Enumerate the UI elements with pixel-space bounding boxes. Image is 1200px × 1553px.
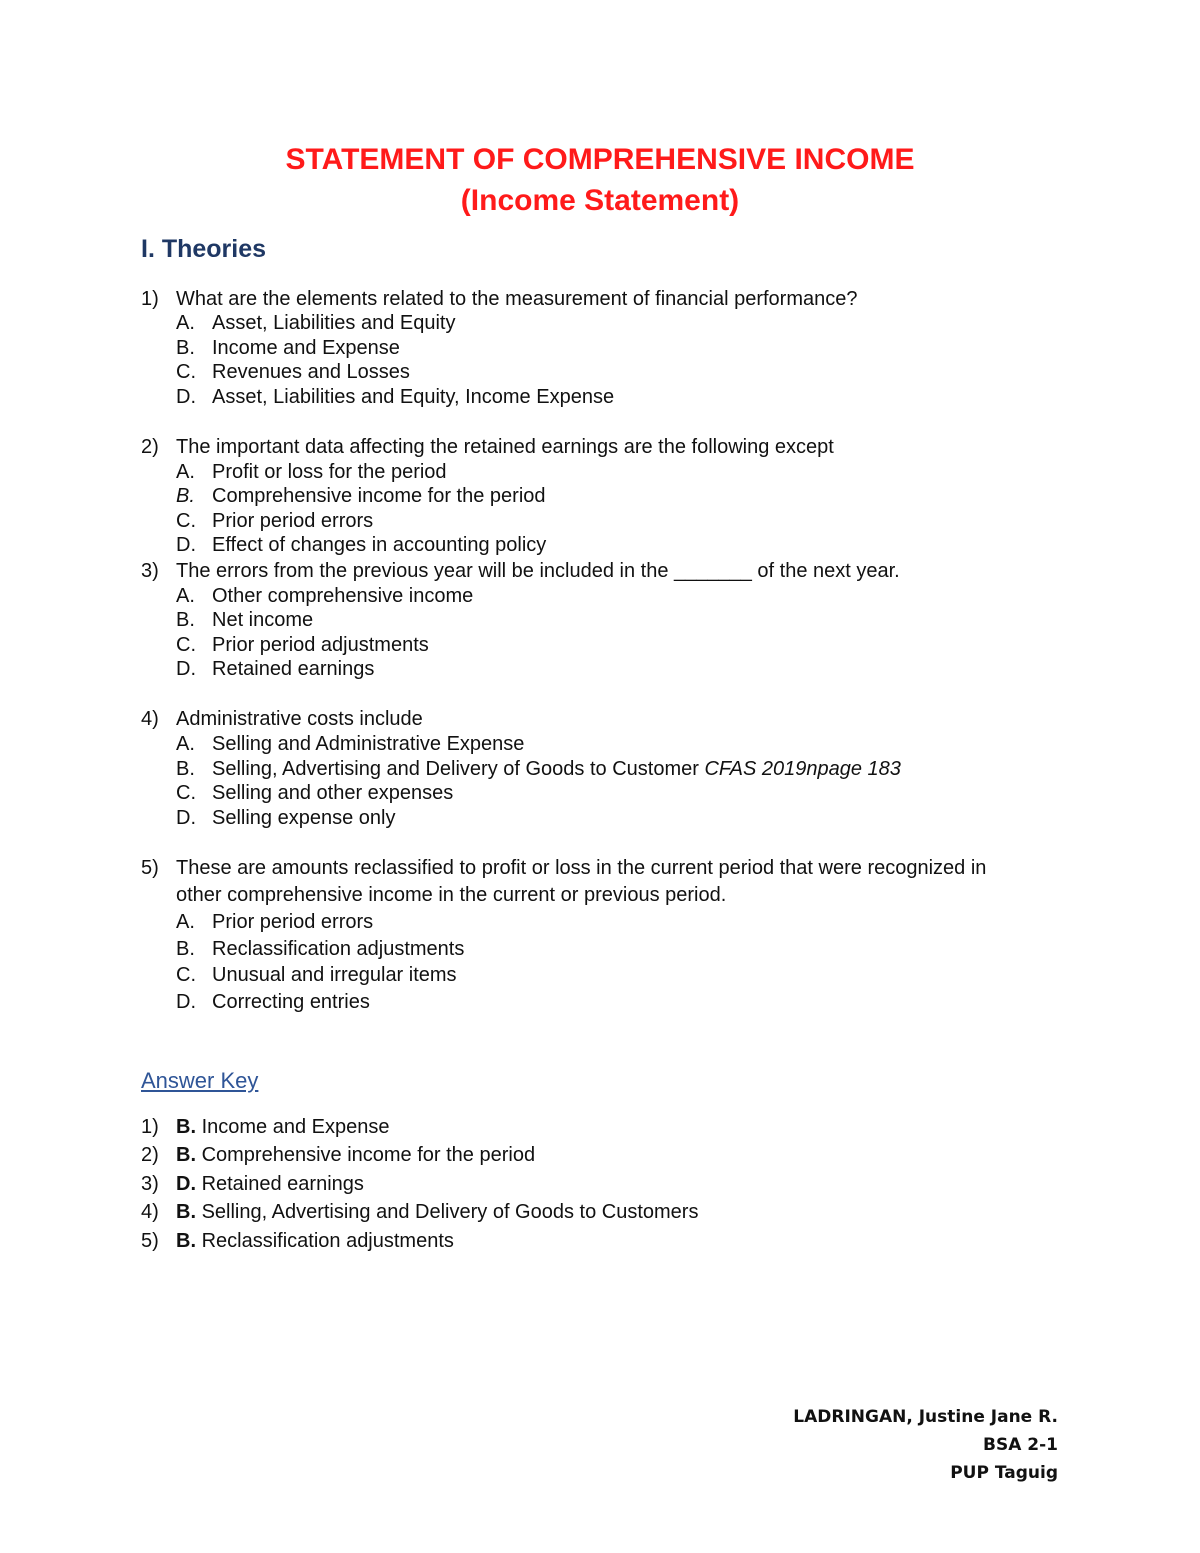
answer-text: Reclassification adjustments xyxy=(201,1230,454,1252)
section-heading: I. Theories xyxy=(141,235,267,263)
option-text: Selling and other expenses xyxy=(212,782,454,804)
question-number: 1) xyxy=(141,288,159,310)
option-letter: D. xyxy=(176,991,196,1013)
question-text: The errors from the previous year will be included in the _______ of the next year. xyxy=(176,560,900,582)
option-letter: C. xyxy=(176,782,196,804)
answer-text: Income and Expense xyxy=(201,1116,390,1138)
option-letter: C. xyxy=(176,361,196,383)
footer-school: PUP Taguig xyxy=(950,1463,1058,1483)
question-text: The important data affecting the retained earnings are the following except xyxy=(176,436,834,458)
option-text: Reclassification adjustments xyxy=(212,938,465,960)
question-text: Administrative costs include xyxy=(176,708,423,730)
question-number: 4) xyxy=(141,708,159,730)
option-text: Retained earnings xyxy=(212,658,375,680)
answer-letter: B. xyxy=(176,1230,196,1252)
answer-key-title: Answer Key xyxy=(141,1068,259,1093)
option-letter: A. xyxy=(176,312,195,334)
option-letter: A. xyxy=(176,585,195,607)
footer-name: LADRINGAN, Justine Jane R. xyxy=(793,1407,1058,1427)
option-letter: B. xyxy=(176,758,195,780)
option-letter: A. xyxy=(176,461,195,483)
document-title: STATEMENT OF COMPREHENSIVE INCOME xyxy=(285,143,915,176)
option-text: Profit or loss for the period xyxy=(212,461,447,483)
option-text: Net income xyxy=(212,609,314,631)
option-text: Selling expense only xyxy=(212,807,396,829)
option-letter: B. xyxy=(176,609,195,631)
option-letter: C. xyxy=(176,964,196,986)
option-text: Asset, Liabilities and Equity, Income Expense xyxy=(212,386,615,408)
question-number: 5) xyxy=(141,857,159,879)
answer-text: Selling, Advertising and Delivery of Goods to Customers xyxy=(201,1201,699,1223)
answer-number: 5) xyxy=(141,1230,159,1252)
citation-note: CFAS 2019npage 183 xyxy=(704,758,901,780)
option-letter: B. xyxy=(176,337,195,359)
option-letter: A. xyxy=(176,911,195,933)
option-text: Comprehensive income for the period xyxy=(212,485,546,507)
document-subtitle: (Income Statement) xyxy=(460,184,740,217)
answer-letter: B. xyxy=(176,1201,196,1223)
answer-letter: B. xyxy=(176,1116,196,1138)
question-number: 2) xyxy=(141,436,159,458)
answer-text: Comprehensive income for the period xyxy=(201,1144,536,1166)
option-text: Effect of changes in accounting policy xyxy=(212,534,547,556)
option-text: Prior period errors xyxy=(212,510,374,532)
option-text: Prior period errors xyxy=(212,911,374,933)
answer-text: Retained earnings xyxy=(201,1173,364,1195)
option-text: Income and Expense xyxy=(212,337,400,359)
option-letter: D. xyxy=(176,386,196,408)
question-text: What are the elements related to the measurement of financial performance? xyxy=(176,288,858,310)
option-text: Other comprehensive income xyxy=(212,585,474,607)
option-text-with-note xyxy=(212,757,901,781)
answer-number: 2) xyxy=(141,1144,159,1166)
option-text: Correcting entries xyxy=(212,991,370,1013)
answer-letter: B. xyxy=(176,1144,196,1166)
option-letter: D. xyxy=(176,807,196,829)
answer-letter: D. xyxy=(176,1173,196,1195)
option-text: Revenues and Losses xyxy=(212,361,410,383)
option-letter: B. xyxy=(176,485,195,507)
option-text: Selling and Administrative Expense xyxy=(212,733,525,755)
answer-number: 3) xyxy=(141,1173,159,1195)
option-letter: D. xyxy=(176,534,196,556)
option-text: Prior period adjustments xyxy=(212,634,429,656)
question-number: 3) xyxy=(141,560,159,582)
question-text: These are amounts reclassified to profit or loss in the current period that were recognized in xyxy=(176,857,987,879)
option-letter: D. xyxy=(176,658,196,680)
footer-section: BSA 2-1 xyxy=(983,1435,1058,1455)
option-letter: A. xyxy=(176,733,195,755)
option-text: Asset, Liabilities and Equity xyxy=(212,312,456,334)
answer-number: 4) xyxy=(141,1201,159,1223)
answer-number: 1) xyxy=(141,1116,159,1138)
option-text: Unusual and irregular items xyxy=(212,964,457,986)
option-letter: B. xyxy=(176,938,195,960)
option-letter: C. xyxy=(176,510,196,532)
option-letter: C. xyxy=(176,634,196,656)
question-text-line-2: other comprehensive income in the current or previous period. xyxy=(176,884,727,906)
option-text: Selling, Advertising and Delivery of Goods to Customer xyxy=(212,758,699,780)
